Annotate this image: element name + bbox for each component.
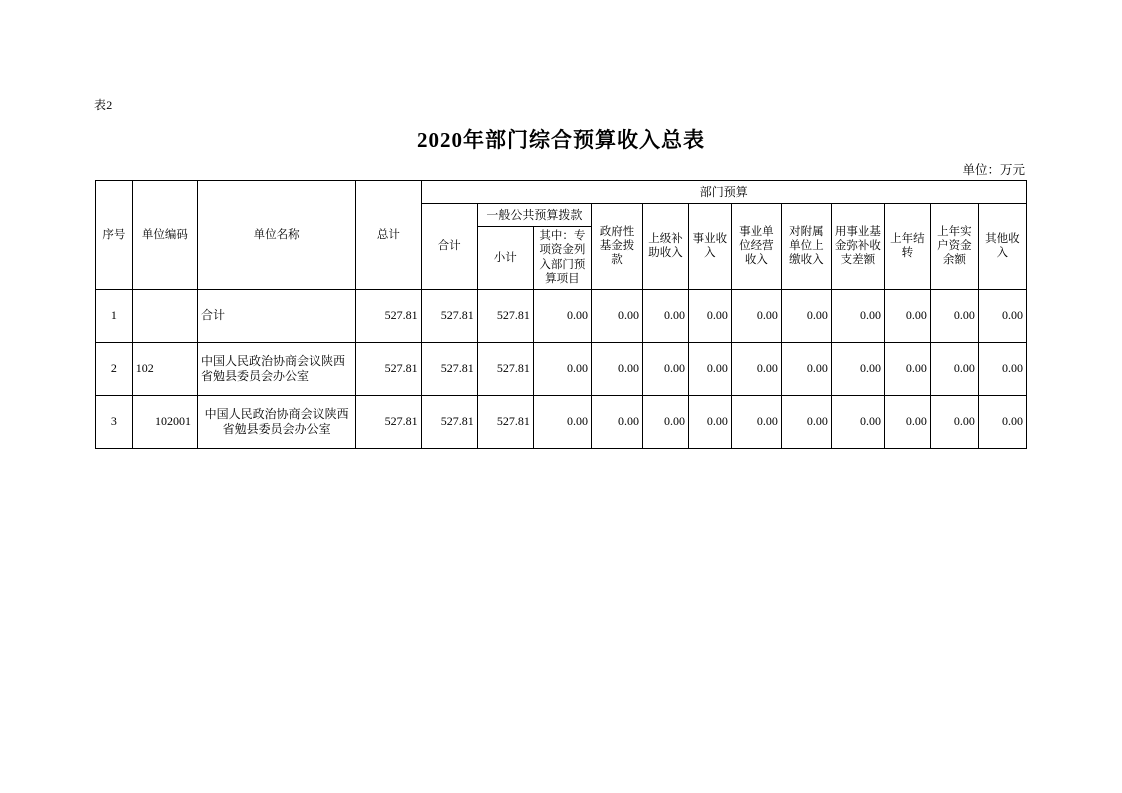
cell-seq: 1: [96, 289, 133, 342]
col-group-header-dept-budget: 部门预算: [421, 181, 1026, 204]
cell-subtotal: 527.81: [477, 342, 533, 395]
col-header-business-income: 事业收入: [688, 204, 731, 290]
cell-business-income: 0.00: [688, 289, 731, 342]
col-header-total: 总计: [356, 181, 421, 290]
cell-unit-code: 102: [132, 342, 197, 395]
cell-prior-year-carryover: 0.00: [884, 395, 930, 448]
cell-business-unit-operating-income: 0.00: [731, 342, 781, 395]
cell-total: 527.81: [356, 395, 421, 448]
cell-special-fund: 0.00: [533, 395, 591, 448]
col-group-header-general-public-budget: 一般公共预算拨款: [477, 204, 591, 227]
col-header-business-fund-offset: 用事业基金弥补收支差额: [831, 204, 884, 290]
cell-special-fund: 0.00: [533, 342, 591, 395]
cell-unit-name: 中国人民政治协商会议陕西省勉县委员会办公室: [198, 395, 356, 448]
cell-business-fund-offset: 0.00: [831, 395, 884, 448]
cell-unit-name: 中国人民政治协商会议陕西省勉县委员会办公室: [198, 342, 356, 395]
col-header-special-fund: 其中：专项资金列入部门预算项目: [533, 227, 591, 290]
cell-prior-year-actual-balance: 0.00: [930, 395, 978, 448]
table-row: [96, 289, 1027, 342]
cell-unit-code: [132, 289, 197, 342]
col-header-unit-name: 单位名称: [198, 181, 356, 290]
cell-subtotal: 527.81: [477, 395, 533, 448]
page-title: 2020年部门综合预算收入总表: [417, 128, 705, 152]
cell-other-income: 0.00: [978, 289, 1026, 342]
cell-prior-year-carryover: 0.00: [884, 289, 930, 342]
cell-affiliated-unit-payment: 0.00: [781, 395, 831, 448]
cell-prior-year-actual-balance: 0.00: [930, 289, 978, 342]
cell-seq: 2: [96, 342, 133, 395]
cell-business-fund-offset: 0.00: [831, 289, 884, 342]
cell-subtotal: 527.81: [477, 289, 533, 342]
budget-income-table: [95, 180, 1027, 449]
cell-business-unit-operating-income: 0.00: [731, 395, 781, 448]
cell-seq: 3: [96, 395, 133, 448]
col-header-other-income: 其他收入: [978, 204, 1026, 290]
cell-gov-fund: 0.00: [592, 342, 643, 395]
cell-dept-total: 527.81: [421, 395, 477, 448]
unit-note: 单位：万元: [962, 163, 1025, 177]
cell-total: 527.81: [356, 342, 421, 395]
cell-gov-fund: 0.00: [592, 289, 643, 342]
cell-business-fund-offset: 0.00: [831, 342, 884, 395]
cell-business-unit-operating-income: 0.00: [731, 289, 781, 342]
cell-other-income: 0.00: [978, 395, 1026, 448]
col-header-prior-year-carryover: 上年结转: [884, 204, 930, 290]
cell-affiliated-unit-payment: 0.00: [781, 342, 831, 395]
col-header-seq: 序号: [96, 181, 133, 290]
cell-superior-subsidy: 0.00: [643, 395, 689, 448]
cell-special-fund: 0.00: [533, 289, 591, 342]
col-header-business-unit-operating-income: 事业单位经营收入: [731, 204, 781, 290]
table-row: [96, 342, 1027, 395]
sheet-label: 表2: [94, 98, 113, 112]
cell-dept-total: 527.81: [421, 342, 477, 395]
col-header-prior-year-actual-balance: 上年实户资金余额: [930, 204, 978, 290]
cell-affiliated-unit-payment: 0.00: [781, 289, 831, 342]
cell-business-income: 0.00: [688, 395, 731, 448]
col-header-superior-subsidy: 上级补助收入: [643, 204, 689, 290]
table-header-row-1: [96, 181, 1027, 204]
cell-other-income: 0.00: [978, 342, 1026, 395]
col-header-gov-fund: 政府性基金拨款: [592, 204, 643, 290]
col-header-subtotal: 小计: [477, 227, 533, 290]
cell-superior-subsidy: 0.00: [643, 289, 689, 342]
cell-gov-fund: 0.00: [592, 395, 643, 448]
col-header-affiliated-unit-payment: 对附属单位上缴收入: [781, 204, 831, 290]
cell-total: 527.81: [356, 289, 421, 342]
cell-unit-name: 合计: [198, 289, 356, 342]
table-row: [96, 395, 1027, 448]
col-header-unit-code: 单位编码: [132, 181, 197, 290]
cell-prior-year-actual-balance: 0.00: [930, 342, 978, 395]
col-header-dept-total: 合计: [421, 204, 477, 290]
cell-business-income: 0.00: [688, 342, 731, 395]
cell-unit-code: 102001: [132, 395, 197, 448]
cell-superior-subsidy: 0.00: [643, 342, 689, 395]
cell-prior-year-carryover: 0.00: [884, 342, 930, 395]
cell-dept-total: 527.81: [421, 289, 477, 342]
